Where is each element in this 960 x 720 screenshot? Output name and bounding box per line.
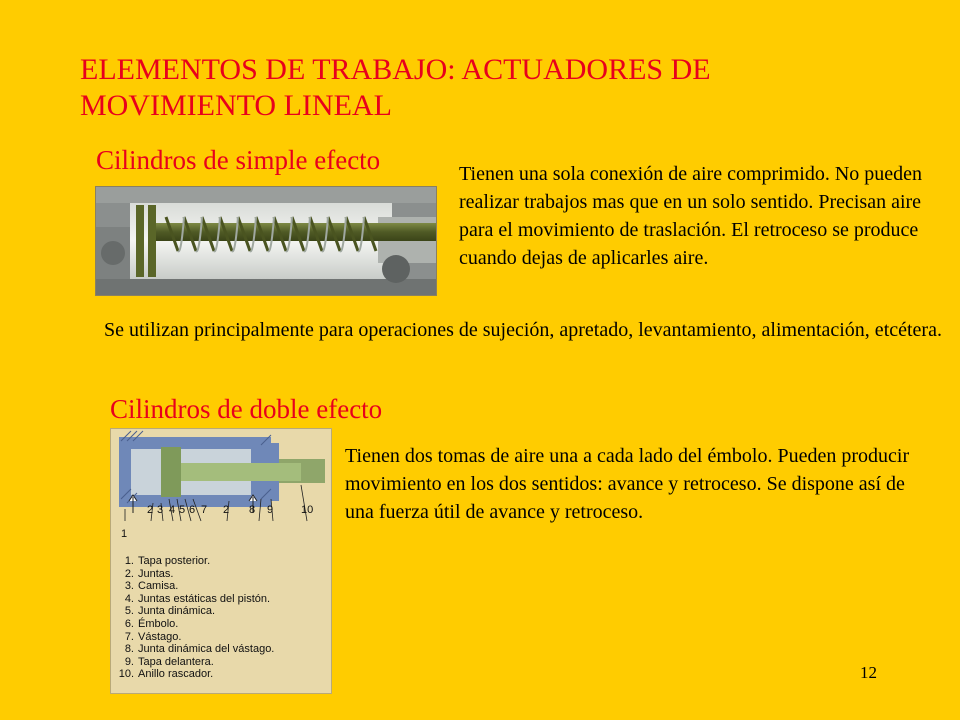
double-acting-heading: Cilindros de doble efecto (110, 394, 383, 424)
legend-item: 6. Émbolo. (124, 617, 179, 630)
callout-2b: 2 (223, 504, 230, 516)
legend-item: 8. Junta dinámica del vástago. (124, 643, 275, 656)
page-number: 12 (860, 663, 877, 682)
legend-item: 1. Tapa posterior. (124, 555, 211, 567)
single-acting-heading: Cilindros de simple efecto (96, 145, 381, 175)
callout-8: 8 (249, 504, 256, 516)
legend-item: 2. Juntas. (124, 567, 174, 580)
double-acting-description: Tienen dos tomas de aire una a cada lado del émbolo. Pueden producir movimiento en los dos sentidos: avance y retroceso. Se dispone así de una fuerza útil de avance y retroceso. (345, 445, 910, 523)
single-acting-uses: Se utilizan principalmente para operaciones de sujeción, apretado, levantamiento, alimentación, etcétera. (104, 319, 942, 341)
single-acting-cylinder-drawing (96, 187, 436, 295)
callout-5: 5 (179, 504, 186, 516)
legend-item: 4. Juntas estáticas del pistón. (124, 592, 271, 605)
double-acting-cylinder-drawing (111, 429, 331, 549)
legend-item: 9. Tapa delantera. (124, 655, 214, 668)
callout-2: 2 (147, 504, 154, 516)
callout-1: 1 (121, 528, 128, 540)
slide-title: ELEMENTOS DE TRABAJO: ACTUADORES DE MOVIMIENTO LINEAL (80, 53, 711, 122)
legend-item: 3. Camisa. (124, 580, 179, 593)
double-acting-cylinder-image (110, 428, 332, 694)
legend-item: 10. Anillo rascador. (118, 668, 214, 681)
callout-10: 10 (301, 504, 314, 516)
single-acting-description: Tienen una sola conexión de aire comprimido. No pueden realizar trabajos mas que en un solo sentido. Precisan aire para el movimiento de traslación. El retroceso se produce cuando dejas de aplicarles aire. (459, 163, 923, 269)
parts-legend (117, 555, 274, 681)
legend-item: 5. Junta dinámica. (124, 605, 216, 618)
callout-9: 9 (267, 504, 274, 516)
legend-item: 7. Vástago. (124, 630, 182, 643)
callout-3: 3 (157, 504, 164, 516)
callout-6: 6 (189, 504, 196, 516)
callout-4: 4 (169, 504, 176, 516)
single-acting-cylinder-image (95, 186, 437, 296)
callout-7: 7 (201, 504, 208, 516)
